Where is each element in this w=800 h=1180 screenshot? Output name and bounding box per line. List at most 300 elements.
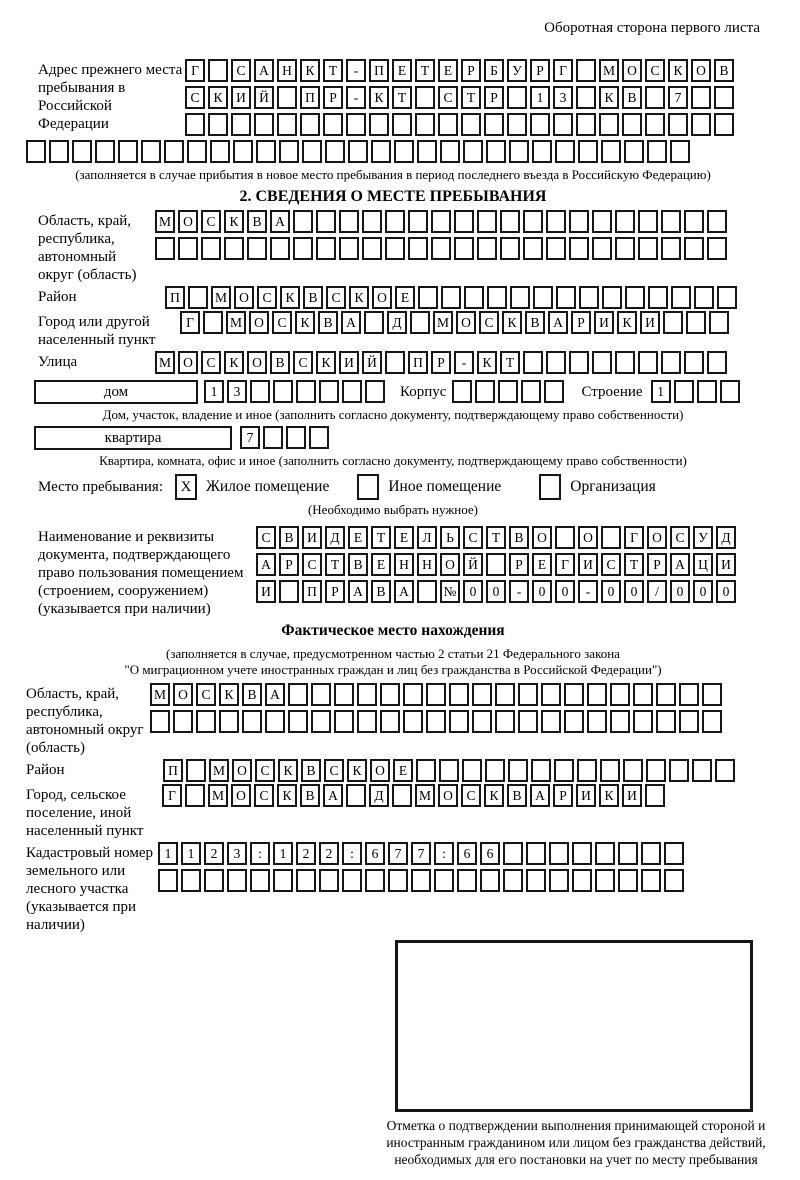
char-cell[interactable]: В — [279, 526, 299, 549]
char-cell[interactable] — [518, 683, 538, 706]
char-cell[interactable] — [380, 683, 400, 706]
char-cell[interactable]: 1 — [181, 842, 201, 865]
char-cell[interactable]: В — [622, 86, 642, 109]
char-cell[interactable] — [357, 683, 377, 706]
char-cell[interactable] — [178, 237, 198, 260]
char-cell[interactable]: О — [231, 784, 251, 807]
char-cell[interactable] — [674, 380, 694, 403]
char-cell[interactable] — [549, 842, 569, 865]
char-cell[interactable] — [523, 210, 543, 233]
char-cell[interactable]: Н — [394, 553, 414, 576]
char-cell[interactable] — [417, 140, 437, 163]
char-cell[interactable]: Р — [484, 86, 504, 109]
char-cell[interactable] — [49, 140, 69, 163]
fact-city-row[interactable] — [162, 784, 668, 807]
char-cell[interactable] — [319, 869, 339, 892]
char-cell[interactable]: Н — [417, 553, 437, 576]
char-cell[interactable] — [210, 140, 230, 163]
char-cell[interactable] — [615, 351, 635, 374]
char-cell[interactable]: Б — [484, 59, 504, 82]
char-cell[interactable] — [707, 237, 727, 260]
char-cell[interactable] — [247, 237, 267, 260]
char-cell[interactable]: Т — [371, 526, 391, 549]
char-cell[interactable] — [668, 113, 688, 136]
char-cell[interactable] — [691, 86, 711, 109]
char-cell[interactable]: С — [257, 286, 277, 309]
char-cell[interactable] — [475, 380, 495, 403]
char-cell[interactable]: Т — [500, 351, 520, 374]
char-cell[interactable] — [656, 710, 676, 733]
char-cell[interactable]: Т — [392, 86, 412, 109]
char-cell[interactable] — [624, 140, 644, 163]
char-cell[interactable] — [418, 286, 438, 309]
char-cell[interactable]: Й — [362, 351, 382, 374]
char-cell[interactable] — [277, 113, 297, 136]
char-cell[interactable]: К — [617, 311, 637, 334]
char-cell[interactable]: Р — [461, 59, 481, 82]
char-cell[interactable] — [714, 86, 734, 109]
char-cell[interactable] — [495, 683, 515, 706]
char-cell[interactable] — [150, 710, 170, 733]
char-cell[interactable] — [564, 683, 584, 706]
char-cell[interactable]: У — [507, 59, 527, 82]
char-cell[interactable] — [595, 842, 615, 865]
char-cell[interactable]: И — [302, 526, 322, 549]
char-cell[interactable]: А — [270, 210, 290, 233]
char-cell[interactable]: Л — [417, 526, 437, 549]
char-cell[interactable] — [625, 286, 645, 309]
char-cell[interactable] — [686, 311, 706, 334]
char-cell[interactable] — [208, 59, 228, 82]
char-cell[interactable]: 2 — [319, 842, 339, 865]
char-cell[interactable] — [477, 210, 497, 233]
cadastral-row-1[interactable] — [158, 842, 687, 865]
char-cell[interactable] — [334, 710, 354, 733]
other-premises-checkbox[interactable] — [357, 474, 379, 500]
char-cell[interactable]: К — [300, 59, 320, 82]
char-cell[interactable] — [201, 237, 221, 260]
char-cell[interactable]: К — [224, 210, 244, 233]
char-cell[interactable] — [273, 869, 293, 892]
char-cell[interactable] — [325, 140, 345, 163]
char-cell[interactable] — [273, 380, 293, 403]
char-cell[interactable] — [188, 286, 208, 309]
document-row-3[interactable] — [256, 580, 739, 603]
char-cell[interactable]: Е — [395, 286, 415, 309]
char-cell[interactable] — [638, 210, 658, 233]
char-cell[interactable]: 6 — [480, 842, 500, 865]
char-cell[interactable] — [362, 210, 382, 233]
char-cell[interactable]: К — [369, 86, 389, 109]
char-cell[interactable]: № — [440, 580, 460, 603]
char-cell[interactable] — [495, 710, 515, 733]
char-cell[interactable] — [277, 86, 297, 109]
char-cell[interactable]: К — [502, 311, 522, 334]
char-cell[interactable]: П — [163, 759, 183, 782]
char-cell[interactable] — [293, 210, 313, 233]
prev-address-row-3[interactable] — [185, 113, 737, 136]
char-cell[interactable] — [426, 710, 446, 733]
char-cell[interactable]: О — [372, 286, 392, 309]
char-cell[interactable] — [388, 869, 408, 892]
char-cell[interactable]: М — [433, 311, 453, 334]
char-cell[interactable]: В — [303, 286, 323, 309]
apartment-box[interactable]: квартира — [34, 426, 232, 450]
char-cell[interactable] — [155, 237, 175, 260]
char-cell[interactable] — [462, 759, 482, 782]
char-cell[interactable]: В — [371, 580, 391, 603]
char-cell[interactable] — [464, 286, 484, 309]
char-cell[interactable] — [661, 237, 681, 260]
document-row-2[interactable] — [256, 553, 739, 576]
char-cell[interactable]: О — [178, 210, 198, 233]
char-cell[interactable] — [661, 351, 681, 374]
char-cell[interactable] — [411, 869, 431, 892]
document-row-1[interactable] — [256, 526, 739, 549]
char-cell[interactable]: 0 — [670, 580, 690, 603]
char-cell[interactable] — [508, 759, 528, 782]
char-cell[interactable]: Г — [624, 526, 644, 549]
char-cell[interactable]: - — [346, 59, 366, 82]
char-cell[interactable] — [438, 113, 458, 136]
char-cell[interactable] — [463, 140, 483, 163]
char-cell[interactable]: С — [293, 351, 313, 374]
organization-checkbox[interactable] — [539, 474, 561, 500]
char-cell[interactable]: С — [438, 86, 458, 109]
char-cell[interactable] — [380, 710, 400, 733]
char-cell[interactable] — [141, 140, 161, 163]
char-cell[interactable] — [486, 140, 506, 163]
char-cell[interactable] — [403, 710, 423, 733]
char-cell[interactable]: А — [341, 311, 361, 334]
char-cell[interactable] — [408, 210, 428, 233]
char-cell[interactable] — [415, 113, 435, 136]
char-cell[interactable]: Е — [392, 59, 412, 82]
char-cell[interactable]: С — [231, 59, 251, 82]
char-cell[interactable] — [498, 380, 518, 403]
char-cell[interactable]: С — [302, 553, 322, 576]
char-cell[interactable]: - — [454, 351, 474, 374]
char-cell[interactable] — [518, 710, 538, 733]
char-cell[interactable] — [72, 140, 92, 163]
char-cell[interactable] — [323, 113, 343, 136]
char-cell[interactable] — [417, 580, 437, 603]
char-cell[interactable] — [702, 710, 722, 733]
char-cell[interactable]: О — [370, 759, 390, 782]
char-cell[interactable]: А — [254, 59, 274, 82]
char-cell[interactable]: 1 — [530, 86, 550, 109]
char-cell[interactable] — [601, 526, 621, 549]
char-cell[interactable] — [164, 140, 184, 163]
char-cell[interactable] — [615, 210, 635, 233]
char-cell[interactable] — [365, 869, 385, 892]
char-cell[interactable]: 0 — [463, 580, 483, 603]
char-cell[interactable] — [523, 237, 543, 260]
char-cell[interactable]: А — [670, 553, 690, 576]
char-cell[interactable]: С — [254, 784, 274, 807]
char-cell[interactable] — [357, 710, 377, 733]
char-cell[interactable] — [533, 286, 553, 309]
char-cell[interactable] — [439, 759, 459, 782]
char-cell[interactable] — [646, 759, 666, 782]
char-cell[interactable] — [576, 59, 596, 82]
char-cell[interactable] — [549, 869, 569, 892]
char-cell[interactable]: М — [150, 683, 170, 706]
char-cell[interactable] — [556, 286, 576, 309]
char-cell[interactable] — [342, 380, 362, 403]
char-cell[interactable] — [392, 784, 412, 807]
char-cell[interactable]: О — [622, 59, 642, 82]
char-cell[interactable]: П — [369, 59, 389, 82]
char-cell[interactable]: В — [242, 683, 262, 706]
char-cell[interactable]: : — [342, 842, 362, 865]
char-cell[interactable] — [503, 842, 523, 865]
char-cell[interactable]: Ь — [440, 526, 460, 549]
oblast-row-1[interactable] — [155, 210, 730, 233]
char-cell[interactable] — [684, 210, 704, 233]
char-cell[interactable]: И — [640, 311, 660, 334]
char-cell[interactable] — [507, 113, 527, 136]
char-cell[interactable] — [342, 869, 362, 892]
char-cell[interactable]: Р — [279, 553, 299, 576]
char-cell[interactable] — [623, 759, 643, 782]
char-cell[interactable] — [510, 286, 530, 309]
char-cell[interactable]: Р — [530, 59, 550, 82]
char-cell[interactable]: А — [548, 311, 568, 334]
char-cell[interactable]: О — [173, 683, 193, 706]
char-cell[interactable] — [346, 784, 366, 807]
char-cell[interactable]: 6 — [457, 842, 477, 865]
char-cell[interactable] — [526, 842, 546, 865]
char-cell[interactable] — [484, 113, 504, 136]
char-cell[interactable] — [717, 286, 737, 309]
char-cell[interactable] — [509, 140, 529, 163]
char-cell[interactable]: Й — [463, 553, 483, 576]
char-cell[interactable] — [316, 237, 336, 260]
char-cell[interactable] — [203, 311, 223, 334]
char-cell[interactable] — [671, 286, 691, 309]
prev-address-overflow-row[interactable] — [26, 140, 760, 163]
char-cell[interactable]: Е — [348, 526, 368, 549]
char-cell[interactable]: В — [509, 526, 529, 549]
residential-checkbox[interactable]: X — [175, 474, 197, 500]
char-cell[interactable]: В — [348, 553, 368, 576]
char-cell[interactable] — [158, 869, 178, 892]
char-cell[interactable] — [564, 710, 584, 733]
char-cell[interactable] — [408, 237, 428, 260]
char-cell[interactable] — [457, 869, 477, 892]
char-cell[interactable]: О — [532, 526, 552, 549]
fact-raion-row[interactable] — [163, 759, 738, 782]
char-cell[interactable] — [410, 311, 430, 334]
char-cell[interactable]: 0 — [624, 580, 644, 603]
char-cell[interactable] — [288, 710, 308, 733]
char-cell[interactable]: К — [668, 59, 688, 82]
char-cell[interactable]: И — [578, 553, 598, 576]
char-cell[interactable] — [507, 86, 527, 109]
char-cell[interactable]: К — [219, 683, 239, 706]
char-cell[interactable]: Д — [325, 526, 345, 549]
char-cell[interactable] — [449, 683, 469, 706]
char-cell[interactable]: С — [185, 86, 205, 109]
char-cell[interactable]: А — [530, 784, 550, 807]
char-cell[interactable] — [532, 140, 552, 163]
char-cell[interactable] — [311, 710, 331, 733]
char-cell[interactable]: Т — [624, 553, 644, 576]
char-cell[interactable] — [572, 842, 592, 865]
char-cell[interactable] — [385, 210, 405, 233]
char-cell[interactable]: К — [278, 759, 298, 782]
char-cell[interactable]: М — [209, 759, 229, 782]
char-cell[interactable] — [403, 683, 423, 706]
char-cell[interactable]: К — [295, 311, 315, 334]
char-cell[interactable] — [684, 237, 704, 260]
char-cell[interactable]: Д — [369, 784, 389, 807]
char-cell[interactable] — [714, 113, 734, 136]
char-cell[interactable] — [599, 113, 619, 136]
char-cell[interactable] — [227, 869, 247, 892]
char-cell[interactable] — [707, 210, 727, 233]
char-cell[interactable] — [641, 842, 661, 865]
char-cell[interactable] — [480, 869, 500, 892]
city-row[interactable] — [180, 311, 732, 334]
char-cell[interactable]: С — [479, 311, 499, 334]
char-cell[interactable]: 7 — [668, 86, 688, 109]
char-cell[interactable] — [371, 140, 391, 163]
char-cell[interactable]: К — [280, 286, 300, 309]
char-cell[interactable]: Г — [185, 59, 205, 82]
char-cell[interactable] — [648, 286, 668, 309]
char-cell[interactable] — [364, 311, 384, 334]
char-cell[interactable]: И — [576, 784, 596, 807]
char-cell[interactable] — [546, 210, 566, 233]
fact-oblast-row-2[interactable] — [150, 710, 725, 733]
char-cell[interactable] — [296, 869, 316, 892]
char-cell[interactable] — [587, 710, 607, 733]
char-cell[interactable] — [187, 140, 207, 163]
char-cell[interactable] — [615, 237, 635, 260]
char-cell[interactable] — [311, 683, 331, 706]
char-cell[interactable]: О — [440, 553, 460, 576]
char-cell[interactable]: К — [277, 784, 297, 807]
char-cell[interactable]: К — [349, 286, 369, 309]
char-cell[interactable]: О — [438, 784, 458, 807]
char-cell[interactable]: : — [250, 842, 270, 865]
char-cell[interactable]: О — [249, 311, 269, 334]
char-cell[interactable] — [362, 237, 382, 260]
char-cell[interactable] — [633, 683, 653, 706]
char-cell[interactable] — [707, 351, 727, 374]
char-cell[interactable] — [441, 286, 461, 309]
char-cell[interactable] — [431, 210, 451, 233]
char-cell[interactable]: Ц — [693, 553, 713, 576]
char-cell[interactable] — [633, 710, 653, 733]
char-cell[interactable] — [618, 869, 638, 892]
char-cell[interactable] — [554, 759, 574, 782]
char-cell[interactable] — [449, 710, 469, 733]
char-cell[interactable]: П — [408, 351, 428, 374]
char-cell[interactable] — [679, 710, 699, 733]
char-cell[interactable] — [645, 784, 665, 807]
char-cell[interactable]: Р — [553, 784, 573, 807]
char-cell[interactable] — [302, 140, 322, 163]
char-cell[interactable]: О — [232, 759, 252, 782]
char-cell[interactable] — [618, 842, 638, 865]
char-cell[interactable]: И — [339, 351, 359, 374]
char-cell[interactable] — [546, 351, 566, 374]
char-cell[interactable]: Т — [323, 59, 343, 82]
char-cell[interactable] — [702, 683, 722, 706]
char-cell[interactable]: В — [301, 759, 321, 782]
char-cell[interactable] — [319, 380, 339, 403]
char-cell[interactable]: К — [484, 784, 504, 807]
char-cell[interactable] — [521, 380, 541, 403]
char-cell[interactable]: К — [477, 351, 497, 374]
char-cell[interactable]: Т — [461, 86, 481, 109]
char-cell[interactable]: Н — [277, 59, 297, 82]
char-cell[interactable] — [669, 759, 689, 782]
char-cell[interactable]: 1 — [651, 380, 671, 403]
char-cell[interactable] — [348, 140, 368, 163]
char-cell[interactable]: 2 — [204, 842, 224, 865]
char-cell[interactable]: К — [599, 784, 619, 807]
char-cell[interactable] — [601, 140, 621, 163]
char-cell[interactable] — [452, 380, 472, 403]
char-cell[interactable] — [553, 113, 573, 136]
char-cell[interactable]: 0 — [555, 580, 575, 603]
char-cell[interactable]: Р — [323, 86, 343, 109]
char-cell[interactable]: Г — [180, 311, 200, 334]
char-cell[interactable]: С — [601, 553, 621, 576]
char-cell[interactable]: 0 — [486, 580, 506, 603]
char-cell[interactable] — [592, 210, 612, 233]
char-cell[interactable] — [487, 286, 507, 309]
char-cell[interactable] — [577, 759, 597, 782]
char-cell[interactable]: В — [247, 210, 267, 233]
char-cell[interactable]: К — [208, 86, 228, 109]
char-cell[interactable] — [394, 140, 414, 163]
char-cell[interactable]: У — [693, 526, 713, 549]
char-cell[interactable] — [186, 759, 206, 782]
char-cell[interactable]: И — [256, 580, 276, 603]
char-cell[interactable] — [600, 759, 620, 782]
char-cell[interactable]: О — [647, 526, 667, 549]
char-cell[interactable] — [118, 140, 138, 163]
char-cell[interactable] — [270, 237, 290, 260]
char-cell[interactable] — [592, 237, 612, 260]
char-cell[interactable]: 3 — [553, 86, 573, 109]
char-cell[interactable] — [256, 140, 276, 163]
char-cell[interactable] — [219, 710, 239, 733]
apartment-cells[interactable] — [240, 426, 332, 449]
char-cell[interactable] — [231, 113, 251, 136]
char-cell[interactable]: О — [178, 351, 198, 374]
char-cell[interactable]: Д — [387, 311, 407, 334]
char-cell[interactable] — [595, 869, 615, 892]
char-cell[interactable] — [477, 237, 497, 260]
char-cell[interactable]: 1 — [158, 842, 178, 865]
char-cell[interactable] — [661, 210, 681, 233]
char-cell[interactable]: 7 — [240, 426, 260, 449]
char-cell[interactable] — [309, 426, 329, 449]
char-cell[interactable] — [503, 869, 523, 892]
char-cell[interactable]: М — [155, 210, 175, 233]
char-cell[interactable]: Г — [555, 553, 575, 576]
char-cell[interactable] — [254, 113, 274, 136]
char-cell[interactable] — [196, 710, 216, 733]
char-cell[interactable] — [670, 140, 690, 163]
char-cell[interactable] — [694, 286, 714, 309]
